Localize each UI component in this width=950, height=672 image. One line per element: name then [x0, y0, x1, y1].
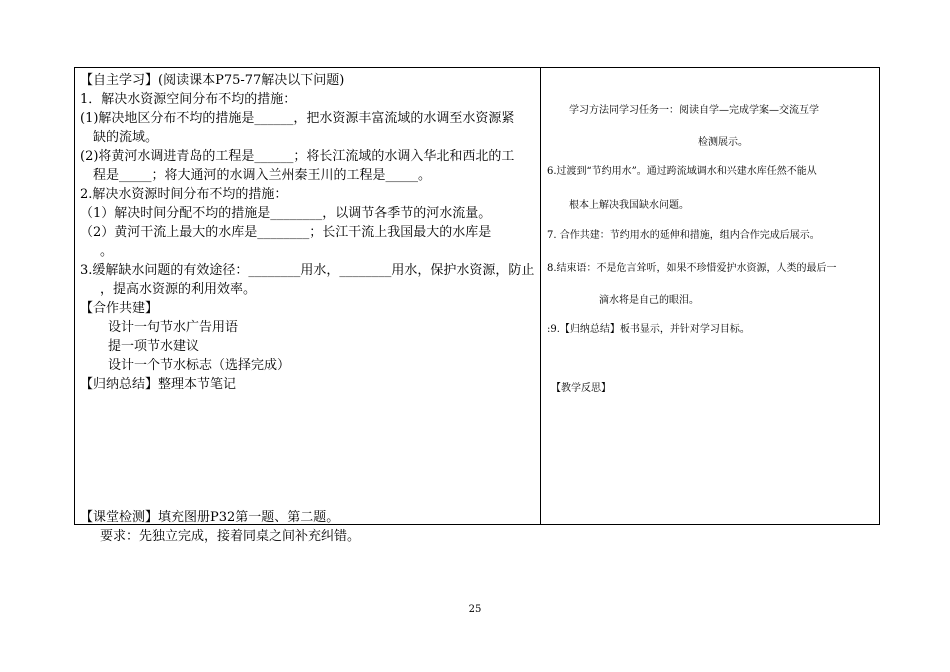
question-2-2-cont: 。: [100, 244, 114, 259]
cooperation-task-1: 设计一句节水广告用语: [108, 320, 239, 335]
lesson-plan-table: [74, 67, 880, 544]
question-1: 1．解决水资源空间分布不均的措施：: [80, 92, 297, 107]
column-divider: [540, 68, 541, 524]
cooperation-task-3: 设计一个节水标志（选择完成）: [108, 358, 291, 373]
left-column: [80, 71, 536, 546]
question-1-1: (1)解决地区分布不均的措施是______，把水资源丰富流域的水调至水资源紧: [80, 111, 515, 126]
step-8-cont: 滴水将是自己的眼泪。: [599, 295, 699, 306]
step-7: 7. 合作共建：节约用水的延伸和措施，组内合作完成后展示。: [547, 230, 820, 241]
reflection-heading: 【教学反思】: [551, 383, 611, 394]
method-note-cont: 检测展示。: [698, 137, 748, 148]
blank-space: [80, 394, 536, 508]
summary-heading: 【归纳总结】整理本节笔记: [80, 377, 237, 392]
question-1-1-cont: 缺的流域。: [93, 130, 159, 145]
question-1-2: (2)将黄河水调进青岛的工程是______；将长江流域的水调入华北和西北的工: [80, 149, 515, 164]
question-2: 2.解决水资源时间分布不均的措施：: [80, 187, 288, 202]
classroom-test-heading: 【课堂检测】填充图册P32第一题、第二题。: [80, 510, 340, 525]
cooperation-heading: 【合作共建】: [80, 301, 159, 316]
question-1-2-cont: 程是_____；将大通河的水调入兰州秦王川的工程是_____。: [93, 168, 432, 183]
self-study-heading: 【自主学习】(阅读课本P75-77解决以下问题): [80, 73, 345, 88]
step-9: :9.【归纳总结】板书显示，并针对学习目标。: [547, 324, 750, 335]
method-note: 学习方法同学习任务一：阅读自学—完成学案—交流互学: [569, 105, 819, 116]
question-2-1: （1）解决时间分配不均的措施是________，以调节各季节的河水流量。: [80, 206, 492, 221]
step-6: 6.过渡到“节约用水”。通过跨流域调水和兴建水库任然不能从: [547, 166, 817, 177]
step-6-cont: 根本上解决我国缺水问题。: [569, 200, 689, 211]
cooperation-task-2: 提一项节水建议: [108, 339, 200, 354]
classroom-test-requirement: 要求：先独立完成，接着同桌之间补充纠错。: [100, 529, 361, 544]
question-3: 3.缓解缺水问题的有效途径：________用水，________用水，保护水资源，防止: [80, 263, 535, 278]
step-8: 8.结束语：不是危言耸听，如果不珍惜爱护水资源，人类的最后一: [547, 263, 837, 274]
page-number: 25: [468, 604, 482, 615]
question-2-2: （2）黄河干流上最大的水库是________；长江干流上我国最大的水库是: [80, 225, 492, 240]
question-3-cont: ，提高水资源的利用效率。: [100, 282, 257, 297]
